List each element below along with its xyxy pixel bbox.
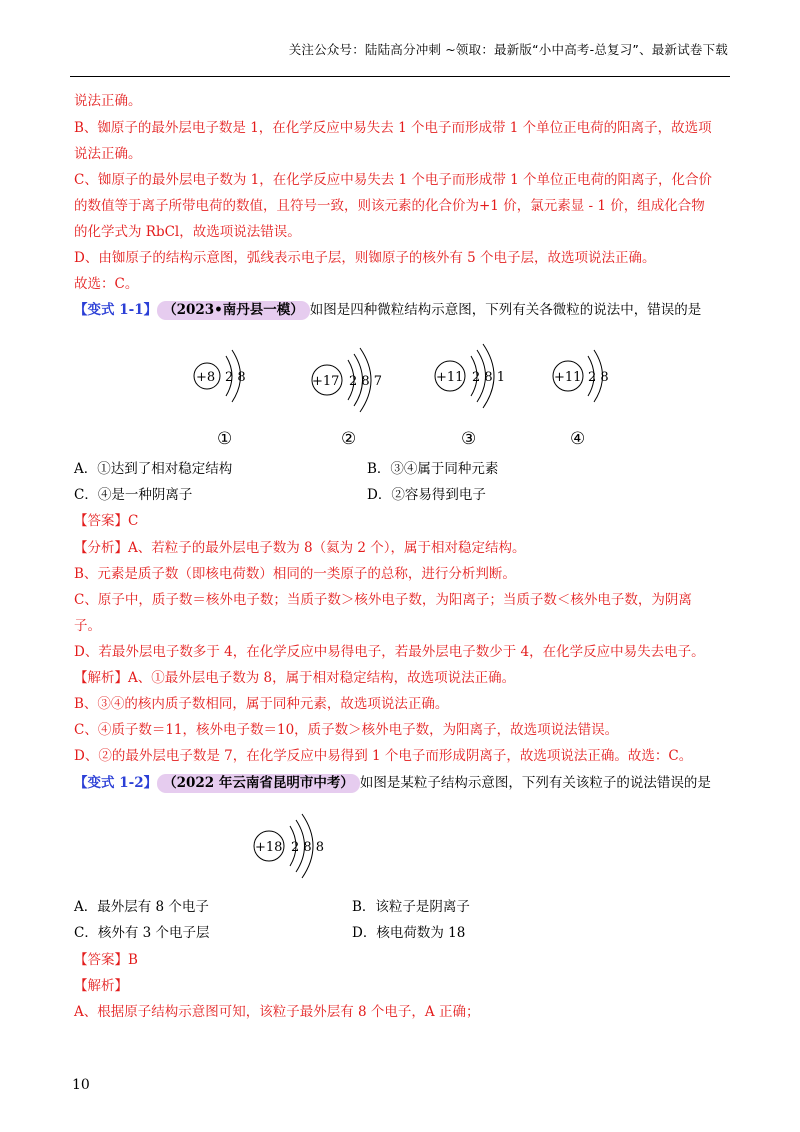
page-header: 关注公众号：陆陆高分冲刺 ~领取：最新版“小中高考-总复习”、最新试卷下载 xyxy=(288,42,728,57)
option-b: B．③④属于同种元素 xyxy=(367,461,499,477)
nucleus-charge: +17 xyxy=(312,374,340,389)
option-a: A．最外层有 8 个电子 xyxy=(74,899,209,915)
atom-structure-diagram-2 xyxy=(306,346,416,420)
diagram-label-4: ④ xyxy=(570,429,586,449)
analysis-line: B、铷原子的最外层电子数是 1，在化学反应中易失去 1 个电子而形成带 1 个单位正电荷的阳离子，故选项 xyxy=(74,120,712,136)
diagram-label-1: ① xyxy=(217,429,233,449)
nucleus-charge: +8 xyxy=(196,370,216,385)
question-text: 如图是某粒子结构示意图，下列有关该粒子的说法错误的是 xyxy=(359,775,711,791)
atom-structure-diagram-4 xyxy=(548,344,638,414)
option-a: A．①达到了相对稳定结构 xyxy=(74,461,233,477)
analysis-line: D、若最外层电子数多于 4，在化学反应中易得电子，若最外层电子数少于 4，在化学反应中易失去电子。 xyxy=(74,644,705,660)
electron-shells: 2 8 1 xyxy=(472,370,506,385)
header-divider xyxy=(70,76,730,77)
question-source-badge: （2023•南丹县一模） xyxy=(157,301,310,320)
analysis-line: C、原子中，质子数＝核外电子数；当质子数＞核外电子数，为阳离子；当质子数＜核外电子数，为阴离 xyxy=(74,592,692,608)
analysis-line: B、③④的核内质子数相同，属于同种元素，故选项说法正确。 xyxy=(74,696,449,712)
analysis-line: B、元素是质子数（即核电荷数）相同的一类原子的总称，进行分析判断。 xyxy=(74,566,516,582)
option-d: D．核电荷数为 18 xyxy=(352,925,466,941)
analysis-line: 【分析】A、若粒子的最外层电子数为 8（氦为 2 个），属于相对稳定结构。 xyxy=(74,540,526,556)
atom-structure-diagram-1 xyxy=(192,344,272,414)
analysis-title: 【解析】 xyxy=(74,978,128,994)
diagram-label-2: ② xyxy=(341,429,357,449)
analysis-line: 的数值等于离子所带电荷的数值，且符号一致，则该元素的化合价为+1 价，氯元素显 - 1 价，组成化合物 xyxy=(74,198,705,214)
option-c: C．④是一种阴离子 xyxy=(74,487,193,503)
diagram-label-3: ③ xyxy=(461,429,477,449)
nucleus-charge: +11 xyxy=(436,370,464,385)
option-d: D．②容易得到电子 xyxy=(367,487,486,503)
electron-shells: 2 8 xyxy=(225,370,246,385)
analysis-line: D、由铷原子的结构示意图，弧线表示电子层，则铷原子的核外有 5 个电子层，故选项说法正确。 xyxy=(74,250,656,266)
electron-shells: 2 8 7 xyxy=(349,374,383,389)
analysis-line: 的化学式为 RbCl，故选项说法错误。 xyxy=(74,224,301,240)
question-tag: 【变式 1-1】 xyxy=(74,302,158,318)
option-b: B．该粒子是阴离子 xyxy=(352,899,470,915)
nucleus-charge: +11 xyxy=(554,370,582,385)
atom-structure-diagram xyxy=(250,810,350,886)
analysis-line: 说法正确。 xyxy=(74,93,142,109)
analysis-line: D、②的最外层电子数是 7，在化学反应中易得到 1 个电子而形成阴离子，故选项说法正确。故选：C。 xyxy=(74,748,693,764)
analysis-line: 【解析】A、①最外层电子数为 8，属于相对稳定结构，故选项说法正确。 xyxy=(74,670,516,686)
analysis-line: 子。 xyxy=(74,618,101,634)
nucleus-charge: +18 xyxy=(255,840,283,855)
analysis-line: 说法正确。 xyxy=(74,146,142,162)
question-1-2-stem xyxy=(74,772,711,794)
page-number: 10 xyxy=(72,1077,90,1093)
electron-shells: 2 8 8 xyxy=(291,840,325,855)
answer-line: 【答案】C xyxy=(74,513,139,529)
question-source-badge: （2022 年云南省昆明市中考） xyxy=(157,774,360,793)
question-text: 如图是四种微粒结构示意图，下列有关各微粒的说法中，错误的是 xyxy=(309,302,702,318)
question-tag: 【变式 1-2】 xyxy=(74,775,158,791)
analysis-line: 故选：C。 xyxy=(74,276,139,292)
option-c: C．核外有 3 个电子层 xyxy=(74,925,210,941)
analysis-line: A、根据原子结构示意图可知，该粒子最外层有 8 个电子，A 正确； xyxy=(74,1004,480,1020)
electron-shells: 2 8 xyxy=(588,370,609,385)
answer-line: 【答案】B xyxy=(74,952,138,968)
atom-structure-diagram-3 xyxy=(430,343,540,417)
analysis-line: C、铷原子的最外层电子数为 1，在化学反应中易失去 1 个电子而形成带 1 个单位正电荷的阳离子，化合价 xyxy=(74,172,713,188)
question-1-1-stem xyxy=(74,299,701,321)
analysis-line: C、④质子数＝11，核外电子数＝10，质子数＞核外电子数，为阳离子，故选项说法错误。 xyxy=(74,722,619,738)
